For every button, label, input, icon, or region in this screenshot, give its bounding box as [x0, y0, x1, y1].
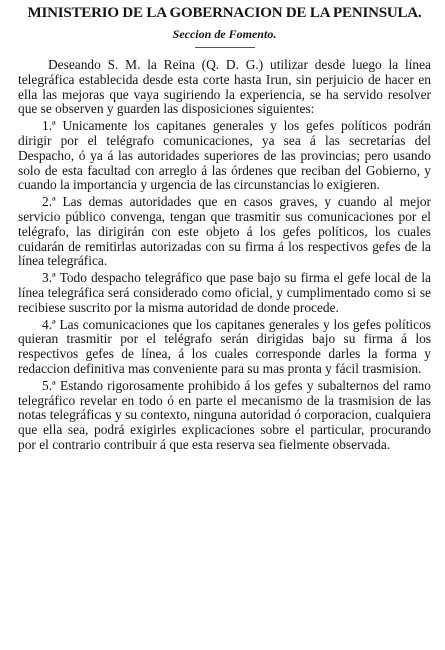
document-title: MINISTERIO DE LA GOBERNACION DE LA PENINSULA.: [27, 5, 422, 21]
section-heading: Seccion de Fomento.: [172, 27, 277, 41]
article-4: 4.ª Las comunicaciones que los capitanes generales y los gefes políticos quieran trasmitir por el telégrafo serán dirigidas bajo su firma á los respectivos gefes de línea, á los cuales corresponde darles la forma y redaccion definitiva mas conveniente para su mas pronta y fácil trasmision.: [18, 316, 431, 376]
article-1: 1.ª Unicamente los capitanes generales y los gefes políticos podrán dirigir por el telégrafo comunicaciones, ya sea á las secretarías del Despacho, ó ya á las autoridades superiores de las provincias; pero usando solo de esta facultad con arreglo á las órdenes que reciban del Gobierno, y cuando la importancia y urgencia de las circunstancias lo exigieren.: [18, 118, 431, 193]
article-5: 5.ª Estando rigorosamente prohibido á los gefes y subalternos del ramo telegráfico revelar en todo ó en parte el mecanismo de la trasmision de las notas telegráficas y su contexto, ninguna autoridad ó corporacion, cualquiera que ella sea, podrá exigirles explicaciones sobre el particular, procurando por el contrario contribuir á que esta reserva sea fielmente observada.: [18, 377, 431, 452]
article-2: 2.ª Las demas autoridades que en casos graves, y cuando al mejor servicio público convenga, tengan que trasmitir sus comunicaciones por el telégrafo, las dirigirán con este objeto á los gefes políticos, los cuales cuidarán de remitirlas autorizadas con su firma á los respectivos gefes de la línea telegráfica.: [18, 194, 431, 269]
section-divider: [195, 47, 255, 48]
article-3: 3.ª Todo despacho telegráfico que pase bajo su firma el gefe local de la línea telegráfica será considerado como oficial, y cumplimentado como si se recibiese suscrito por la misma autoridad de donde procede.: [18, 270, 431, 315]
intro-paragraph: Deseando S. M. la Reina (Q. D. G.) utilizar desde luego la línea telegráfica establecida desde esta corte hasta Irun, sin perjuicio de hacer en ella las mejoras que vaya sugiriendo la experiencia, se ha servido resolver que se observen y guarden las disposiciones siguientes:: [18, 57, 431, 117]
